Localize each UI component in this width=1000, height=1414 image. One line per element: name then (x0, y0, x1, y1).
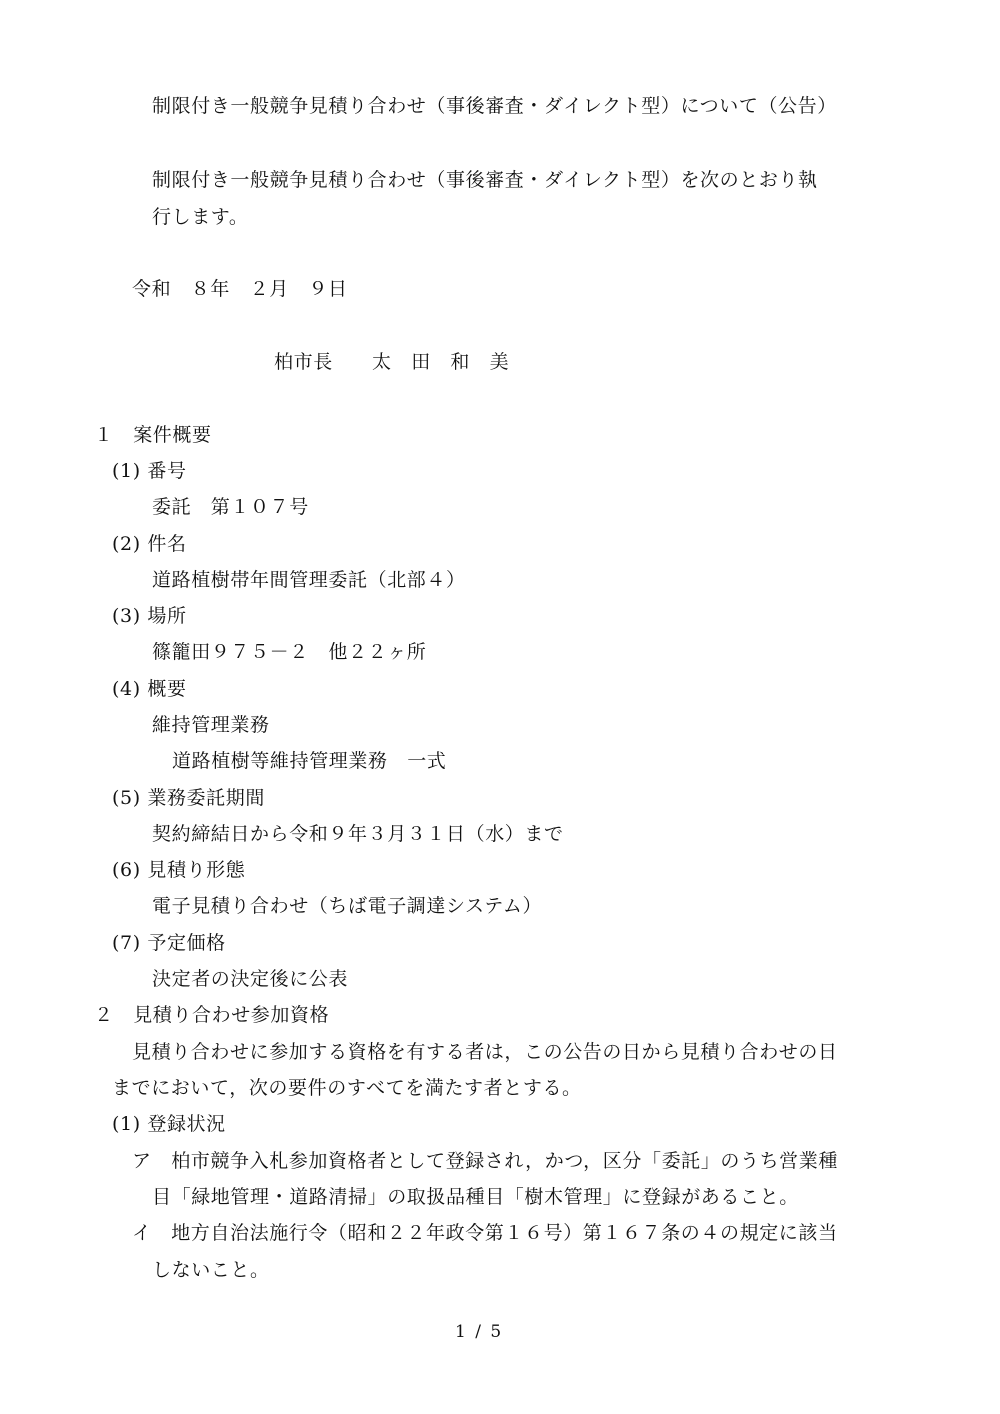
page-number: 1 / 5 (455, 1322, 504, 1342)
announcement-date: 令和 ８年 ２月 ９日 (132, 278, 348, 300)
signatory: 柏市長 太 田 和 美 (274, 351, 510, 373)
item-5-label: (5) 業務委託期間 (112, 787, 265, 809)
requirement-i-line-1: イ 地方自治法施行令（昭和２２年政令第１６号）第１６７条の４の規定に該当 (132, 1222, 838, 1244)
item-5-value: 契約締結日から令和９年３月３１日（水）まで (152, 823, 564, 845)
item-6-label: (6) 見積り形態 (112, 859, 246, 881)
item-2-value: 道路植樹帯年間管理委託（北部４） (152, 569, 466, 591)
requirement-a-line-1: ア 柏市競争入札参加資格者として登録され，かつ，区分「委託」のうち営業種 (132, 1150, 838, 1172)
item-6-value: 電子見積り合わせ（ちば電子調達システム） (152, 895, 543, 917)
section-2-intro-2: までにおいて，次の要件のすべてを満たす者とする。 (112, 1077, 582, 1099)
item-4-label: (4) 概要 (112, 678, 187, 700)
requirement-a-line-2: 目「緑地管理・道路清掃」の取扱品種目「樹木管理」に登録があること。 (152, 1186, 799, 1208)
item-1-label: (1) 番号 (112, 460, 187, 482)
section-2-heading: ２ 見積り合わせ参加資格 (94, 1004, 330, 1026)
item-4-value-1: 維持管理業務 (152, 714, 270, 736)
item-3-value: 篠籠田９７５－２ 他２２ヶ所 (152, 641, 427, 663)
item-4-value-2: 道路植樹等維持管理業務 一式 (172, 750, 447, 772)
requirement-i-line-2: しないこと。 (152, 1259, 270, 1281)
item-2-label: (2) 件名 (112, 533, 187, 555)
section-2-intro-1: 見積り合わせに参加する資格を有する者は，この公告の日から見積り合わせの日 (132, 1041, 838, 1063)
item-1-value: 委託 第１０７号 (152, 496, 309, 518)
intro-line-1: 制限付き一般競争見積り合わせ（事後審査・ダイレクト型）を次のとおり執 (152, 169, 818, 191)
item-3-label: (3) 場所 (112, 605, 187, 627)
intro-line-2: 行します。 (152, 206, 249, 228)
section-2-sub-1-label: (1) 登録状況 (112, 1113, 226, 1135)
item-7-value: 決定者の決定後に公表 (152, 968, 349, 990)
document-title: 制限付き一般競争見積り合わせ（事後審査・ダイレクト型）について（公告） (152, 95, 837, 117)
item-7-label: (7) 予定価格 (112, 932, 226, 954)
section-1-heading: １ 案件概要 (94, 424, 212, 446)
